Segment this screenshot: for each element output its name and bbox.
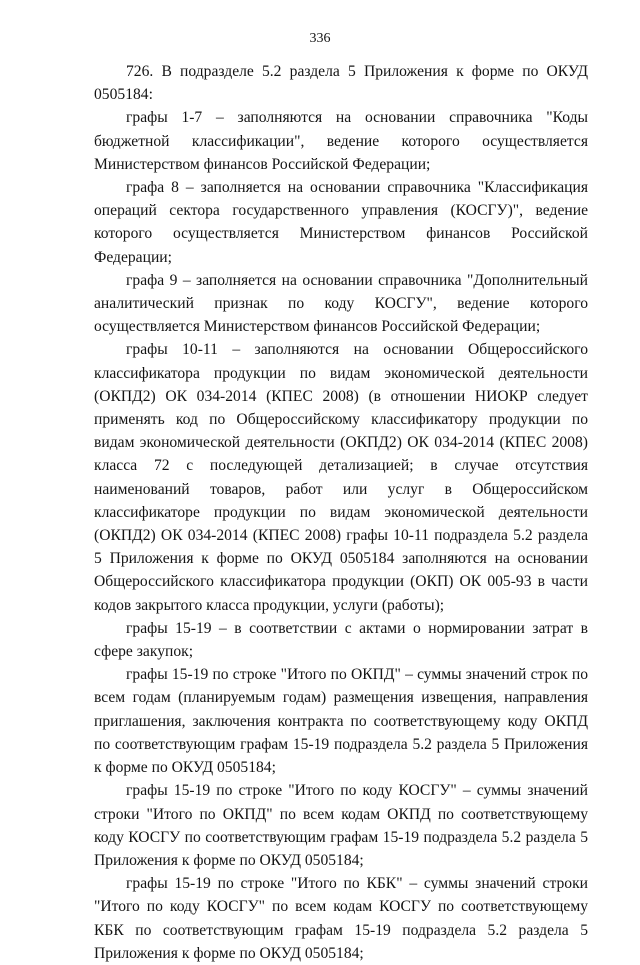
paragraph-total-kbk: графы 15-19 по строке "Итого по КБК" – суммы значений строки "Итого по коду КОСГУ" по всем кодам КОСГУ по соответствующему КБК по соответствующим графам 15-19 подраздела 5.2 раздела 5 Приложения к форме по ОКУД 0505184;	[94, 875, 588, 962]
paragraph-726-heading: 726. В подразделе 5.2 раздела 5 Приложения к форме по ОКУД 0505184:	[94, 63, 588, 104]
document-body	[94, 60, 588, 965]
paragraph-columns-1-7: графы 1-7 – заполняются на основании справочника "Коды бюджетной классификации", ведение которого осуществляется Министерством финансов Российской Федерации;	[94, 109, 588, 173]
paragraph-column-9: графа 9 – заполняется на основании справочника "Дополнительный аналитический признак по коду КОСГУ", ведение которого осуществляется Министерством финансов Российской Федерации;	[94, 271, 588, 336]
paragraph-columns-15-19: графы 15-19 – в соответствии с актами о нормировании затрат в сфере закупок;	[94, 619, 588, 661]
paragraph-total-kosgu: графы 15-19 по строке "Итого по коду КОСГУ" – суммы значений строки "Итого по ОКПД" по всем кодам ОКПД по соответствующему коду КОСГУ по соответствующим графам 15-19 подраздела 5.2 раздела 5 Приложения к форме по ОКУД 0505184;	[94, 782, 588, 869]
page-number: 336	[309, 31, 331, 46]
paragraph-total-okpd: графы 15-19 по строке "Итого по ОКПД" – суммы значений строк по всем годам (планируемым годам) размещения извещения, направления приглашения, заключения контракта по соответствующему коду ОКПД по соответствующим графам 15-19 подраздела 5.2 раздела 5 Приложения к форме по ОКУД 0505184;	[94, 666, 588, 777]
paragraph-columns-10-11: графы 10-11 – заполняются на основании Общероссийского классификатора продукции по видам экономической деятельности (ОКПД2) ОК 034-2014 (КПЕС 2008) (в отношении НИОКР следует применять код по Общероссийскому классификатору продукции по видам экономической деятельности (ОКПД2) ОК 034-2014 (КПЕС 2008) класса 72 с последующей детализацией; в случае отсутствия наименований товаров, работ или услуг в Общероссийском классификаторе продукции по видам экономической деятельности (ОКПД2) ОК 034-2014 (КПЕС 2008) графы 10-11 подраздела 5.2 раздела 5 Приложения к форме по ОКУД 0505184 заполняются на основании Общероссийского классификатора продукции (ОКП) ОК 005-93 в части кодов закрытого класса продукции, услуги (работы);	[94, 341, 588, 614]
paragraph-column-8: графа 8 – заполняется на основании справочника "Классификация операций сектора государственного управления (КОСГУ)", ведение которого осуществляется Министерством финансов Российской Федерации;	[94, 179, 588, 266]
